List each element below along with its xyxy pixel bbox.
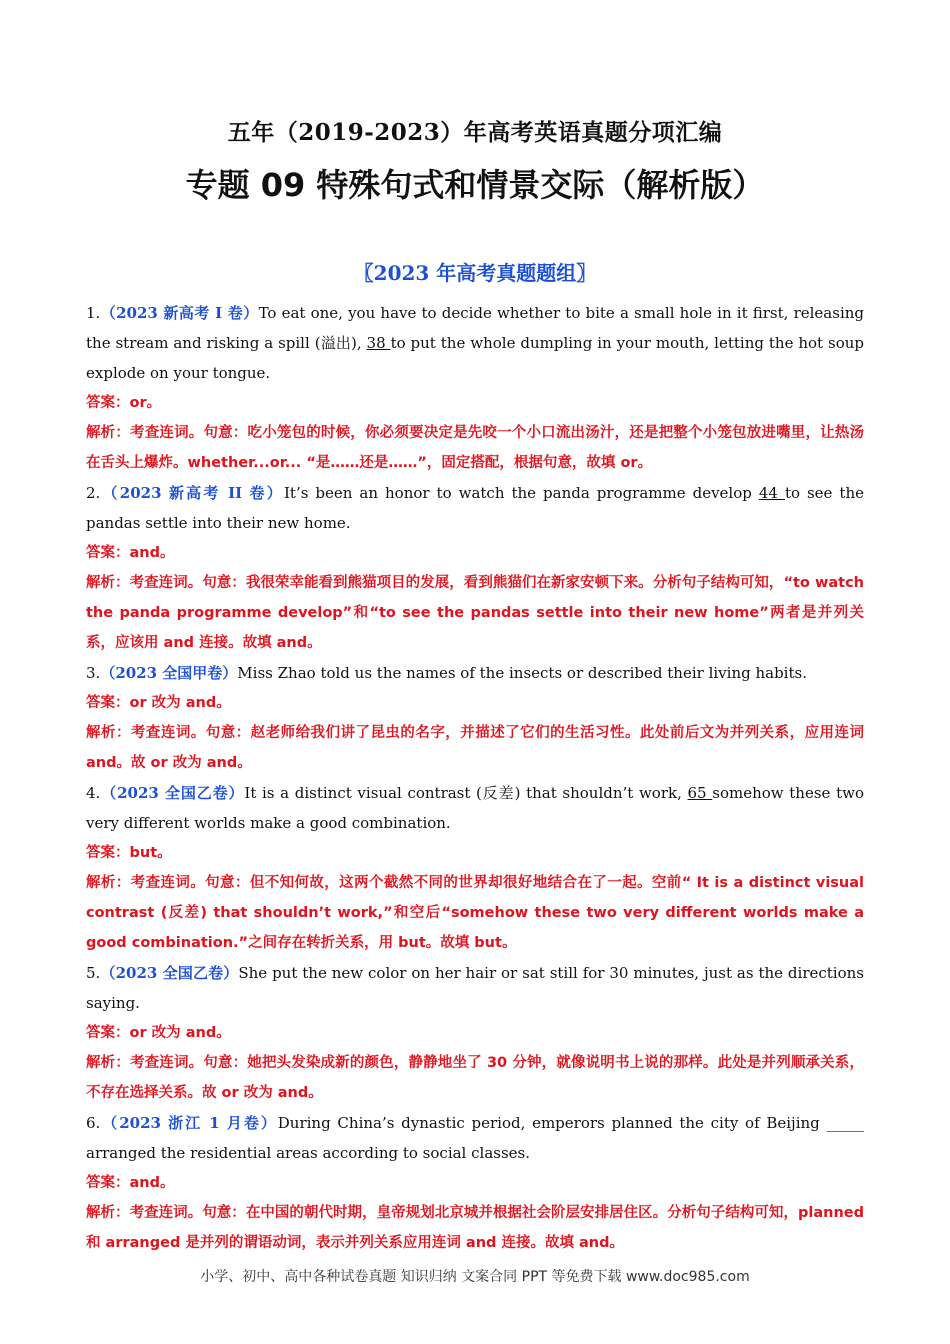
question-stem: She put the new color on her hair or sat still for 30 minutes, just as the directions saying. [86,964,864,1012]
question-text [86,778,864,838]
answer-line: 答案：and。 [86,1175,175,1191]
answer-line: 答案：but。 [86,845,172,861]
analysis-text: 解析：考查连词。句意：但不知何故，这两个截然不同的世界却很好地结合在了一起。空前“ It is a distinct visual contrast (反差) that shouldn’t work,”和空后“somehow these two very different worlds make a good combination.”之间存在转折关系，用 but。故填 but。 [86,875,864,951]
question-item [86,298,864,478]
document-title: 五年（2019-2023）年高考英语真题分项汇编 [227,119,723,146]
section-heading: 〖2023 年高考真题题组〗 [353,261,597,285]
question-stem: To eat one, you have to decide whether to bite a small hole in it first, releasing the stream and risking a spill (溢出), [86,304,864,352]
document-subtitle: 专题 09 特殊句式和情景交际（解析版） [185,166,765,204]
question-item [86,658,864,778]
question-number: 5. [86,964,101,982]
question-source: （2023 新高考 I 卷） [100,304,259,322]
question-stem: During China’s dynastic period, emperors planned the city of Beijing [277,1114,827,1132]
analysis-text: 解析：考查连词。句意：我很荣幸能看到熊猫项目的发展，看到熊猫们在新家安顿下来。分析句子结构可知，“to watch the panda programme develop”和“to see the pandas settle into their new home”两者是并列关系，应该用 and 连接。故填 and。 [86,575,864,651]
question-number: 2. [86,484,101,502]
question-list [86,298,864,1258]
analysis-text: 解析：考查连词。句意：她把头发染成新的颜色，静静地坐了 30 分钟，就像说明书上说的那样。此处是并列顺承关系，不存在选择关系。故 or 改为 and。 [86,1055,864,1101]
answer-blank: 65 [687,784,713,802]
question-text [86,478,864,538]
answer-line: 答案：and。 [86,545,175,561]
question-number: 1. [86,304,101,322]
question-number: 6. [86,1114,101,1132]
question-item [86,478,864,658]
question-stem: Miss Zhao told us the names of the insects or described their living habits. [237,664,807,682]
question-stem-end: arranged the residential areas according to social classes. [86,1144,531,1162]
question-stem-end: to see the pandas settle into their new home. [86,484,864,532]
question-item [86,958,864,1108]
answer-line: 答案：or。 [86,395,162,411]
question-item [86,1108,864,1258]
page-footer: 小学、初中、高中各种试卷真题 知识归纳 文案合同 PPT 等免费下载 www.doc985.com [200,1269,750,1285]
question-text [86,658,864,688]
answer-blank: 38 [366,334,391,352]
question-source: （2023 新高考 II 卷） [100,484,284,502]
question-stem-end: to put the whole dumpling in your mouth, letting the hot soup explode on your tongue. [86,334,864,382]
question-source: （2023 全国甲卷） [100,664,238,682]
question-source: （2023 浙江 1 月卷） [100,1114,278,1132]
question-number: 3. [86,664,101,682]
answer-blank: 44 [758,484,785,502]
answer-line: 答案：or 改为 and。 [86,1025,231,1041]
analysis-text: 解析：考查连词。句意：在中国的朝代时期，皇帝规划北京城并根据社会阶层安排居住区。分析句子结构可知，planned 和 arranged 是并列的谓语动词，表示并列关系应用连词 and 连接。故填 and。 [86,1205,864,1251]
question-item [86,778,864,958]
question-text [86,958,864,1018]
question-stem-end: somehow these two very different worlds make a good combination. [86,784,864,832]
question-text [86,298,864,388]
analysis-text: 解析：考查连词。句意：吃小笼包的时候，你必须要决定是先咬一个小口流出汤汁，还是把整个小笼包放进嘴里，让热汤在舌头上爆炸。whether...or... “是……还是……”，固定搭配，根据句意，故填 or。 [86,425,864,471]
question-number: 4. [86,784,101,802]
question-text [86,1108,864,1168]
question-source: （2023 全国乙卷） [100,964,239,982]
question-stem: It is a distinct visual contrast (反差) that shouldn’t work, [244,784,688,802]
question-stem: It’s been an honor to watch the panda programme develop [284,484,759,502]
analysis-text: 解析：考查连词。句意：赵老师给我们讲了昆虫的名字，并描述了它们的生活习性。此处前后文为并列关系，应用连词 and。故 or 改为 and。 [86,725,864,771]
answer-blank: _____ [826,1114,864,1132]
answer-line: 答案：or 改为 and。 [86,695,231,711]
question-source: （2023 全国乙卷） [100,784,245,802]
